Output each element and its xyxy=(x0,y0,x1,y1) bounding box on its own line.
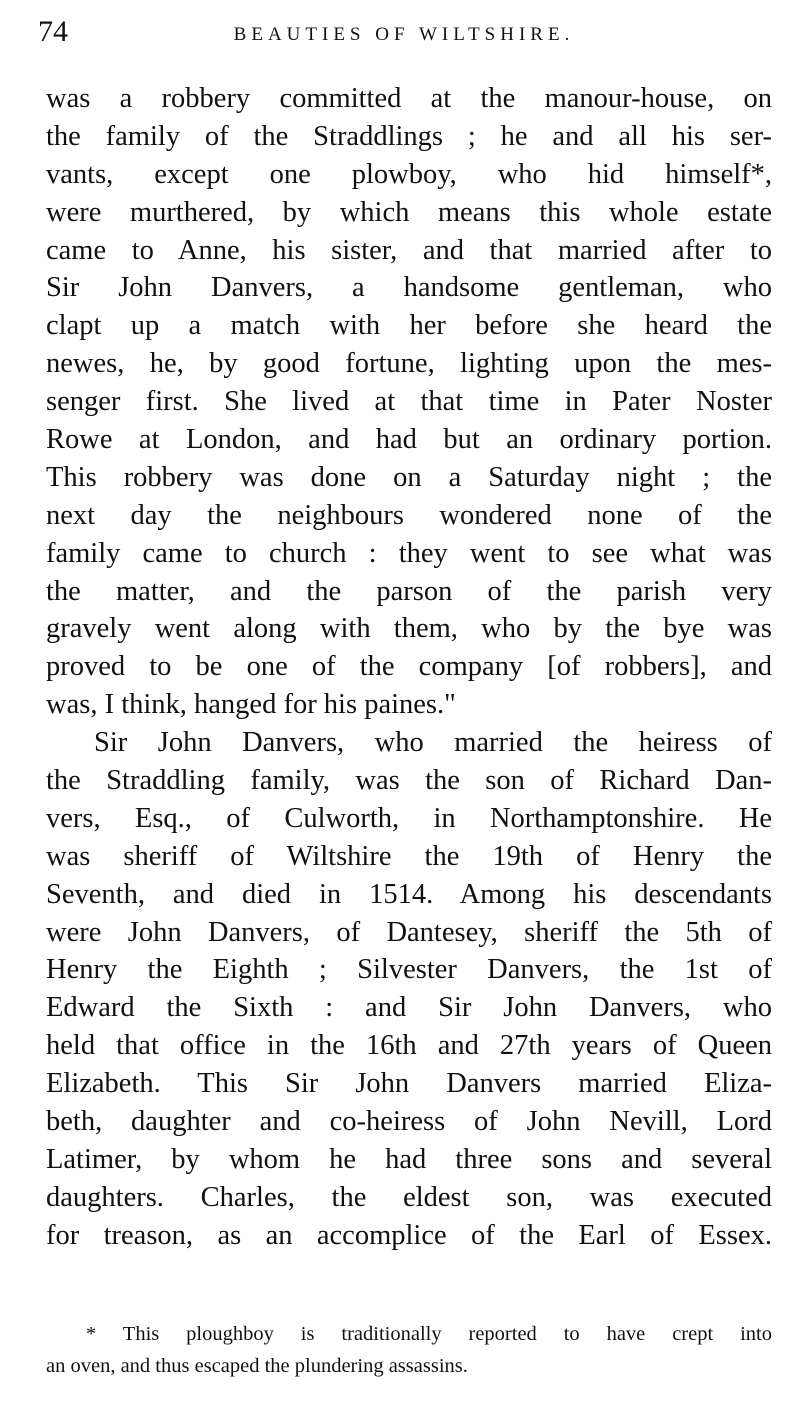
text-line: Henry the Eighth ; Silvester Danvers, the 1st of xyxy=(46,954,772,986)
footnote-line: * This ploughboy is traditionally reported to have crept into xyxy=(86,1323,772,1345)
text-line: Sir John Danvers, a handsome gentleman, who xyxy=(46,272,772,304)
text-line: the matter, and the parson of the parish very xyxy=(46,575,772,607)
text-line: was sheriff of Wiltshire the 19th of Henry the xyxy=(46,840,772,872)
body-text xyxy=(46,80,772,1255)
text-line: newes, he, by good fortune, lighting upon the mes- xyxy=(46,348,772,380)
text-line: gravely went along with them, who by the bye was xyxy=(46,613,772,645)
page-header xyxy=(38,14,770,54)
text-line: Rowe at London, and had but an ordinary portion. xyxy=(46,424,772,456)
text-line: were John Danvers, of Dantesey, sheriff the 5th of xyxy=(46,916,772,948)
text-line: beth, daughter and co-heiress of John Nevill, Lord xyxy=(46,1106,772,1138)
text-line: Edward the Sixth : and Sir John Danvers, who xyxy=(46,992,772,1024)
text-line: proved to be one of the company [of robbers], and xyxy=(46,651,772,683)
text-line: was a robbery committed at the manour-house, on xyxy=(46,83,772,114)
text-line: daughters. Charles, the eldest son, was executed xyxy=(46,1181,772,1213)
text-line: next day the neighbours wondered none of the xyxy=(46,499,772,531)
text-line: senger first. She lived at that time in Pater Noster xyxy=(46,386,772,418)
footnote-line: an oven, and thus escaped the plundering assassins. xyxy=(46,1355,468,1377)
text-line: came to Anne, his sister, and that married after to xyxy=(46,234,772,266)
text-line: clapt up a match with her before she heard the xyxy=(46,310,772,342)
text-line: family came to church : they went to see what was xyxy=(46,537,772,569)
text-line: the family of the Straddlings ; he and all his ser- xyxy=(46,120,772,152)
page-number: 74 xyxy=(38,15,68,48)
footnote xyxy=(46,1318,772,1382)
text-line: Latimer, by whom he had three sons and several xyxy=(46,1143,772,1175)
text-line: were murthered, by which means this whole estate xyxy=(46,196,772,228)
text-line: vers, Esq., of Culworth, in Northamptonshire. He xyxy=(46,802,772,834)
text-line: This robbery was done on a Saturday night ; the xyxy=(46,461,772,493)
text-line: for treason, as an accomplice of the Earl of Essex. xyxy=(46,1219,772,1251)
text-line: Elizabeth. This Sir John Danvers married Eliza- xyxy=(46,1068,772,1100)
running-head: BEAUTIES OF WILTSHIRE. xyxy=(233,24,575,45)
text-line: the Straddling family, was the son of Richard Dan- xyxy=(46,765,772,797)
text-line: was, I think, hanged for his paines." xyxy=(46,689,456,721)
text-line: Seventh, and died in 1514. Among his descendants xyxy=(46,878,772,910)
paragraph-1 xyxy=(46,80,772,724)
text-line: held that office in the 16th and 27th years of Queen xyxy=(46,1030,772,1062)
paragraph-2 xyxy=(46,724,772,1254)
text-line: vants, except one plowboy, who hid himself*, xyxy=(46,158,772,190)
text-line: Sir John Danvers, who married the heiress of xyxy=(94,727,772,759)
